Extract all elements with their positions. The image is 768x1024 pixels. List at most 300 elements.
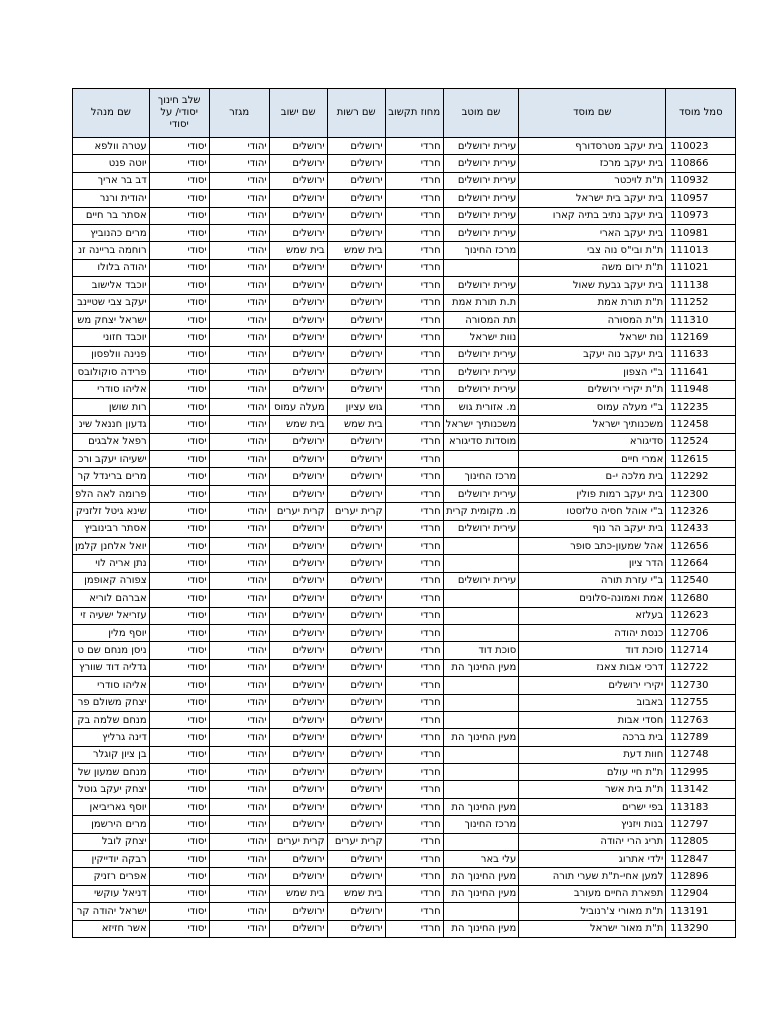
cell-education-stage: יסודי: [149, 851, 209, 868]
cell-sector: יהודי: [209, 381, 269, 398]
table-row: [73, 572, 736, 589]
cell-district: חרדי: [385, 624, 443, 641]
cell-institution-name: בית יעקב גבעת שאול: [519, 277, 666, 294]
cell-locality-name: מעלה עמוס: [269, 398, 327, 415]
cell-institution-code: 112805: [666, 833, 736, 850]
cell-district: חרדי: [385, 694, 443, 711]
cell-authority-name: ירושלים: [327, 711, 385, 728]
cell-sector: יהודי: [209, 816, 269, 833]
cell-authority-name: ירושלים: [327, 381, 385, 398]
cell-locality-name: ירושלים: [269, 381, 327, 398]
cell-sector: יהודי: [209, 903, 269, 920]
cell-sector: יהודי: [209, 346, 269, 363]
table-row: [73, 172, 736, 189]
cell-district: חרדי: [385, 729, 443, 746]
cell-education-stage: יסודי: [149, 398, 209, 415]
table-row: [73, 816, 736, 833]
cell-institution-name: בית יעקב נוה יעקב: [519, 346, 666, 363]
cell-institution-code: 110973: [666, 207, 736, 224]
table-row: [73, 885, 736, 902]
cell-institution-name: ב"י עזרת תורה: [519, 572, 666, 589]
cell-district: חרדי: [385, 329, 443, 346]
cell-authority-name: ירושלים: [327, 451, 385, 468]
cell-institution-code: 110866: [666, 155, 736, 172]
cell-institution-name: ת"ת מאורי צ'רנוביל: [519, 903, 666, 920]
cell-locality-name: קרית יערים: [269, 833, 327, 850]
cell-authority-name: ירושלים: [327, 138, 385, 155]
cell-beneficiary-name: עירית ירושלים: [443, 485, 519, 502]
cell-district: חרדי: [385, 781, 443, 798]
cell-beneficiary-name: [443, 677, 519, 694]
cell-sector: יהודי: [209, 746, 269, 763]
institutions-table: [72, 88, 736, 938]
cell-sector: יהודי: [209, 868, 269, 885]
table-row: [73, 781, 736, 798]
cell-district: חרדי: [385, 885, 443, 902]
cell-sector: יהודי: [209, 311, 269, 328]
cell-institution-code: 111013: [666, 242, 736, 259]
table-row: [73, 207, 736, 224]
cell-locality-name: ירושלים: [269, 451, 327, 468]
cell-beneficiary-name: [443, 833, 519, 850]
cell-institution-name: ת"ת לויכטר: [519, 172, 666, 189]
table-row: [73, 485, 736, 502]
cell-beneficiary-name: [443, 781, 519, 798]
cell-beneficiary-name: מרכז החינוך: [443, 242, 519, 259]
cell-authority-name: ירושלים: [327, 468, 385, 485]
table-row: [73, 694, 736, 711]
table-row: [73, 155, 736, 172]
cell-institution-code: 111252: [666, 294, 736, 311]
cell-authority-name: ירושלים: [327, 207, 385, 224]
cell-sector: יהודי: [209, 642, 269, 659]
cell-institution-name: הדר ציון: [519, 555, 666, 572]
cell-education-stage: יסודי: [149, 572, 209, 589]
cell-sector: יהודי: [209, 764, 269, 781]
cell-principal-name: יצחק משולם פר: [73, 694, 150, 711]
cell-education-stage: יסודי: [149, 885, 209, 902]
table-row: [73, 451, 736, 468]
cell-locality-name: ירושלים: [269, 329, 327, 346]
cell-authority-name: ירושלים: [327, 677, 385, 694]
cell-institution-code: 113142: [666, 781, 736, 798]
cell-beneficiary-name: עירית ירושלים: [443, 364, 519, 381]
cell-institution-code: 110981: [666, 224, 736, 241]
table-row: [73, 920, 736, 937]
cell-institution-name: בית יעקב רמות פולין: [519, 485, 666, 502]
cell-institution-name: בית יעקב הארי: [519, 224, 666, 241]
cell-principal-name: נתן אריה לוי: [73, 555, 150, 572]
cell-education-stage: יסודי: [149, 242, 209, 259]
cell-beneficiary-name: נוות ישראל: [443, 329, 519, 346]
table-row: [73, 677, 736, 694]
cell-education-stage: יסודי: [149, 364, 209, 381]
cell-district: חרדי: [385, 259, 443, 276]
cell-district: חרדי: [385, 503, 443, 520]
cell-locality-name: ירושלים: [269, 764, 327, 781]
cell-authority-name: ירושלים: [327, 851, 385, 868]
cell-principal-name: דניאל עוקשי: [73, 885, 150, 902]
cell-authority-name: ירושלים: [327, 746, 385, 763]
table-row: [73, 903, 736, 920]
cell-authority-name: ירושלים: [327, 433, 385, 450]
cell-institution-name: סדיגורא: [519, 433, 666, 450]
cell-district: חרדי: [385, 224, 443, 241]
cell-institution-code: 112615: [666, 451, 736, 468]
cell-education-stage: יסודי: [149, 607, 209, 624]
cell-principal-name: פרידה סוקולובס: [73, 364, 150, 381]
table-row: [73, 433, 736, 450]
cell-authority-name: ירושלים: [327, 329, 385, 346]
column-header-institution-code: סמל מוסד: [666, 89, 736, 138]
table-row: [73, 398, 736, 415]
cell-principal-name: אסתר רבינוביץ: [73, 520, 150, 537]
cell-education-stage: יסודי: [149, 485, 209, 502]
cell-institution-code: 111138: [666, 277, 736, 294]
cell-institution-name: בית יעקב הר נוף: [519, 520, 666, 537]
column-header-principal-name: שם מנהל: [73, 89, 150, 138]
cell-locality-name: ירושלים: [269, 798, 327, 815]
cell-institution-code: 112169: [666, 329, 736, 346]
cell-principal-name: ישראל יצחק מש: [73, 311, 150, 328]
cell-beneficiary-name: מעין החינוך הת: [443, 729, 519, 746]
cell-beneficiary-name: [443, 555, 519, 572]
cell-institution-code: 112896: [666, 868, 736, 885]
cell-locality-name: ירושלים: [269, 677, 327, 694]
cell-locality-name: ירושלים: [269, 259, 327, 276]
cell-beneficiary-name: סוכת דוד: [443, 642, 519, 659]
cell-authority-name: ירושלים: [327, 485, 385, 502]
table-row: [73, 607, 736, 624]
cell-beneficiary-name: [443, 903, 519, 920]
cell-authority-name: ירושלים: [327, 294, 385, 311]
cell-district: חרדי: [385, 277, 443, 294]
cell-authority-name: ירושלים: [327, 868, 385, 885]
cell-locality-name: ירושלים: [269, 433, 327, 450]
cell-principal-name: יוסף גאריביאן: [73, 798, 150, 815]
cell-authority-name: ירושלים: [327, 798, 385, 815]
cell-principal-name: רבקה יודייקין: [73, 851, 150, 868]
table-row: [73, 138, 736, 155]
cell-authority-name: ירושלים: [327, 155, 385, 172]
cell-institution-name: תריג הרי יהודה: [519, 833, 666, 850]
cell-beneficiary-name: מעין החינוך הת: [443, 868, 519, 885]
cell-education-stage: יסודי: [149, 798, 209, 815]
cell-institution-name: ב"י מעלה עמוס: [519, 398, 666, 415]
cell-principal-name: דב בר אריך: [73, 172, 150, 189]
cell-district: חרדי: [385, 190, 443, 207]
cell-education-stage: יסודי: [149, 346, 209, 363]
cell-institution-code: 112326: [666, 503, 736, 520]
cell-authority-name: ירושלים: [327, 694, 385, 711]
cell-beneficiary-name: עירית ירושלים: [443, 138, 519, 155]
cell-sector: יהודי: [209, 138, 269, 155]
cell-sector: יהודי: [209, 729, 269, 746]
cell-institution-name: חסדי אבות: [519, 711, 666, 728]
cell-beneficiary-name: [443, 746, 519, 763]
cell-sector: יהודי: [209, 329, 269, 346]
cell-principal-name: רוחמה בריינה זנ: [73, 242, 150, 259]
cell-authority-name: ירושלים: [327, 172, 385, 189]
cell-locality-name: ירושלים: [269, 277, 327, 294]
cell-authority-name: ירושלים: [327, 572, 385, 589]
cell-education-stage: יסודי: [149, 903, 209, 920]
cell-institution-name: ת"ת בית אשר: [519, 781, 666, 798]
cell-principal-name: יואל אלחנן קלמן: [73, 537, 150, 554]
cell-district: חרדי: [385, 711, 443, 728]
cell-beneficiary-name: מעין החינוך הת: [443, 659, 519, 676]
cell-beneficiary-name: מעין החינוך הת: [443, 920, 519, 937]
cell-education-stage: יסודי: [149, 920, 209, 937]
cell-district: חרדי: [385, 590, 443, 607]
cell-district: חרדי: [385, 416, 443, 433]
cell-beneficiary-name: מ. מקומית קרית: [443, 503, 519, 520]
cell-principal-name: יוטה פנט: [73, 155, 150, 172]
cell-beneficiary-name: [443, 451, 519, 468]
cell-principal-name: אסתר בר חיים: [73, 207, 150, 224]
column-header-district: מחוז תקשוב: [385, 89, 443, 138]
cell-district: חרדי: [385, 311, 443, 328]
cell-locality-name: ירושלים: [269, 607, 327, 624]
cell-principal-name: יוכבד אלישוב: [73, 277, 150, 294]
cell-principal-name: מרים כהנוביץ: [73, 224, 150, 241]
table-row: [73, 468, 736, 485]
cell-district: חרדי: [385, 868, 443, 885]
cell-authority-name: ירושלים: [327, 729, 385, 746]
cell-district: חרדי: [385, 920, 443, 937]
cell-beneficiary-name: תת המסורה: [443, 311, 519, 328]
column-header-beneficiary-name: שם מוטב: [443, 89, 519, 138]
cell-education-stage: יסודי: [149, 329, 209, 346]
cell-sector: יהודי: [209, 294, 269, 311]
cell-locality-name: ירושלים: [269, 190, 327, 207]
cell-authority-name: בית שמש: [327, 885, 385, 902]
cell-sector: יהודי: [209, 364, 269, 381]
cell-institution-code: 112730: [666, 677, 736, 694]
cell-district: חרדי: [385, 381, 443, 398]
cell-institution-code: 111948: [666, 381, 736, 398]
cell-district: חרדי: [385, 798, 443, 815]
cell-authority-name: ירושלים: [327, 816, 385, 833]
cell-locality-name: ירושלים: [269, 659, 327, 676]
cell-sector: יהודי: [209, 607, 269, 624]
cell-beneficiary-name: משכנותיך ישראל: [443, 416, 519, 433]
table-row: [73, 242, 736, 259]
cell-institution-code: 113183: [666, 798, 736, 815]
cell-institution-name: ת"ת מאור ישראל: [519, 920, 666, 937]
cell-district: חרדי: [385, 451, 443, 468]
cell-locality-name: ירושלים: [269, 851, 327, 868]
table-row: [73, 624, 736, 641]
cell-education-stage: יסודי: [149, 659, 209, 676]
cell-education-stage: יסודי: [149, 190, 209, 207]
cell-institution-name: ב"י אוהל חסיה טלזסטו: [519, 503, 666, 520]
cell-authority-name: ירושלים: [327, 781, 385, 798]
cell-district: חרדי: [385, 294, 443, 311]
cell-locality-name: ירושלים: [269, 624, 327, 641]
cell-sector: יהודי: [209, 920, 269, 937]
cell-principal-name: שינא גיטל זלזניק: [73, 503, 150, 520]
cell-education-stage: יסודי: [149, 277, 209, 294]
cell-principal-name: יהודית ורנר: [73, 190, 150, 207]
cell-education-stage: יסודי: [149, 764, 209, 781]
cell-district: חרדי: [385, 764, 443, 781]
cell-beneficiary-name: מעין החינוך הת: [443, 798, 519, 815]
cell-institution-code: 112623: [666, 607, 736, 624]
cell-institution-name: בית ברכה: [519, 729, 666, 746]
cell-institution-code: 112995: [666, 764, 736, 781]
cell-locality-name: ירושלים: [269, 590, 327, 607]
cell-sector: יהודי: [209, 242, 269, 259]
cell-district: חרדי: [385, 833, 443, 850]
table-row: [73, 659, 736, 676]
table-row: [73, 833, 736, 850]
table-row: [73, 729, 736, 746]
cell-locality-name: בית שמש: [269, 416, 327, 433]
cell-institution-name: ב"י הצפון: [519, 364, 666, 381]
table-row: [73, 642, 736, 659]
cell-locality-name: ירושלים: [269, 207, 327, 224]
cell-beneficiary-name: עירית ירושלים: [443, 207, 519, 224]
cell-education-stage: יסודי: [149, 711, 209, 728]
cell-locality-name: ירושלים: [269, 537, 327, 554]
table-row: [73, 868, 736, 885]
cell-locality-name: ירושלים: [269, 155, 327, 172]
cell-district: חרדי: [385, 364, 443, 381]
table-row: [73, 520, 736, 537]
cell-sector: יהודי: [209, 851, 269, 868]
cell-institution-name: כנסת יהודה: [519, 624, 666, 641]
cell-authority-name: ירושלים: [327, 624, 385, 641]
cell-institution-code: 112714: [666, 642, 736, 659]
cell-beneficiary-name: עירית ירושלים: [443, 277, 519, 294]
table-row: [73, 277, 736, 294]
table-row: [73, 798, 736, 815]
cell-beneficiary-name: מ. אזורית גוש: [443, 398, 519, 415]
cell-sector: יהודי: [209, 590, 269, 607]
cell-education-stage: יסודי: [149, 816, 209, 833]
cell-locality-name: ירושלים: [269, 694, 327, 711]
cell-principal-name: ישעיהו יעקב ורכ: [73, 451, 150, 468]
cell-authority-name: בית שמש: [327, 242, 385, 259]
column-header-authority-name: שם רשות: [327, 89, 385, 138]
cell-sector: יהודי: [209, 503, 269, 520]
cell-principal-name: עזריאל ישעיה זי: [73, 607, 150, 624]
cell-district: חרדי: [385, 642, 443, 659]
cell-institution-code: 112300: [666, 485, 736, 502]
cell-institution-code: 111641: [666, 364, 736, 381]
cell-institution-code: 112664: [666, 555, 736, 572]
cell-education-stage: יסודי: [149, 207, 209, 224]
cell-institution-name: ת"ת ירום משה: [519, 259, 666, 276]
cell-sector: יהודי: [209, 659, 269, 676]
cell-principal-name: אפרים רזניק: [73, 868, 150, 885]
cell-education-stage: יסודי: [149, 224, 209, 241]
cell-beneficiary-name: עירית ירושלים: [443, 572, 519, 589]
cell-district: חרדי: [385, 537, 443, 554]
table-row: [73, 190, 736, 207]
cell-institution-name: אמרי חיים: [519, 451, 666, 468]
cell-principal-name: ישראל יהודה קר: [73, 903, 150, 920]
cell-institution-code: 112763: [666, 711, 736, 728]
cell-sector: יהודי: [209, 572, 269, 589]
cell-sector: יהודי: [209, 277, 269, 294]
cell-institution-code: 112904: [666, 885, 736, 902]
cell-district: חרדי: [385, 520, 443, 537]
cell-institution-code: 112789: [666, 729, 736, 746]
cell-institution-name: ת"ת חיי עולם: [519, 764, 666, 781]
cell-district: חרדי: [385, 816, 443, 833]
cell-institution-name: ת"ת תורת אמת: [519, 294, 666, 311]
table-row: [73, 259, 736, 276]
cell-institution-name: למען אחי-ת"ת שערי תורה: [519, 868, 666, 885]
cell-district: חרדי: [385, 172, 443, 189]
cell-institution-name: נות ישראל: [519, 329, 666, 346]
cell-beneficiary-name: [443, 624, 519, 641]
cell-institution-code: 113290: [666, 920, 736, 937]
cell-beneficiary-name: מרכז החינוך: [443, 816, 519, 833]
cell-institution-code: 111633: [666, 346, 736, 363]
cell-institution-code: 110023: [666, 138, 736, 155]
cell-principal-name: רות שושן: [73, 398, 150, 415]
cell-education-stage: יסודי: [149, 451, 209, 468]
table-row: [73, 555, 736, 572]
cell-locality-name: ירושלים: [269, 172, 327, 189]
cell-authority-name: ירושלים: [327, 903, 385, 920]
cell-education-stage: יסודי: [149, 259, 209, 276]
cell-institution-code: 111021: [666, 259, 736, 276]
cell-institution-code: 112680: [666, 590, 736, 607]
cell-sector: יהודי: [209, 224, 269, 241]
cell-district: חרדי: [385, 155, 443, 172]
cell-sector: יהודי: [209, 520, 269, 537]
cell-authority-name: ירושלים: [327, 277, 385, 294]
cell-principal-name: יצחק יעקב גוטל: [73, 781, 150, 798]
cell-principal-name: גדליה דוד שוורץ: [73, 659, 150, 676]
cell-institution-code: 112433: [666, 520, 736, 537]
spreadsheet: [72, 88, 736, 938]
cell-beneficiary-name: עירית ירושלים: [443, 520, 519, 537]
cell-principal-name: יעקב צבי שטיינב: [73, 294, 150, 311]
cell-authority-name: ירושלים: [327, 520, 385, 537]
cell-education-stage: יסודי: [149, 468, 209, 485]
cell-education-stage: יסודי: [149, 694, 209, 711]
cell-education-stage: יסודי: [149, 537, 209, 554]
table-row: [73, 416, 736, 433]
cell-sector: יהודי: [209, 468, 269, 485]
cell-institution-name: משכנותיך ישראל: [519, 416, 666, 433]
cell-institution-name: בנות ויזניץ: [519, 816, 666, 833]
cell-locality-name: ירושלים: [269, 816, 327, 833]
cell-institution-code: 112797: [666, 816, 736, 833]
table-row: [73, 381, 736, 398]
cell-district: חרדי: [385, 468, 443, 485]
cell-institution-code: 112706: [666, 624, 736, 641]
cell-principal-name: פנינה וולפסון: [73, 346, 150, 363]
cell-institution-code: 112656: [666, 537, 736, 554]
cell-principal-name: מנחם שלמה בק: [73, 711, 150, 728]
cell-principal-name: גדעון חננאל שינ: [73, 416, 150, 433]
table-row: [73, 294, 736, 311]
cell-principal-name: צפורה קאופמן: [73, 572, 150, 589]
cell-district: חרדי: [385, 677, 443, 694]
cell-institution-name: אהל שמעון-כתב סופר: [519, 537, 666, 554]
cell-institution-code: 112847: [666, 851, 736, 868]
cell-institution-code: 112292: [666, 468, 736, 485]
cell-education-stage: יסודי: [149, 433, 209, 450]
cell-principal-name: פרומה לאה הלפ: [73, 485, 150, 502]
cell-locality-name: קרית יערים: [269, 503, 327, 520]
